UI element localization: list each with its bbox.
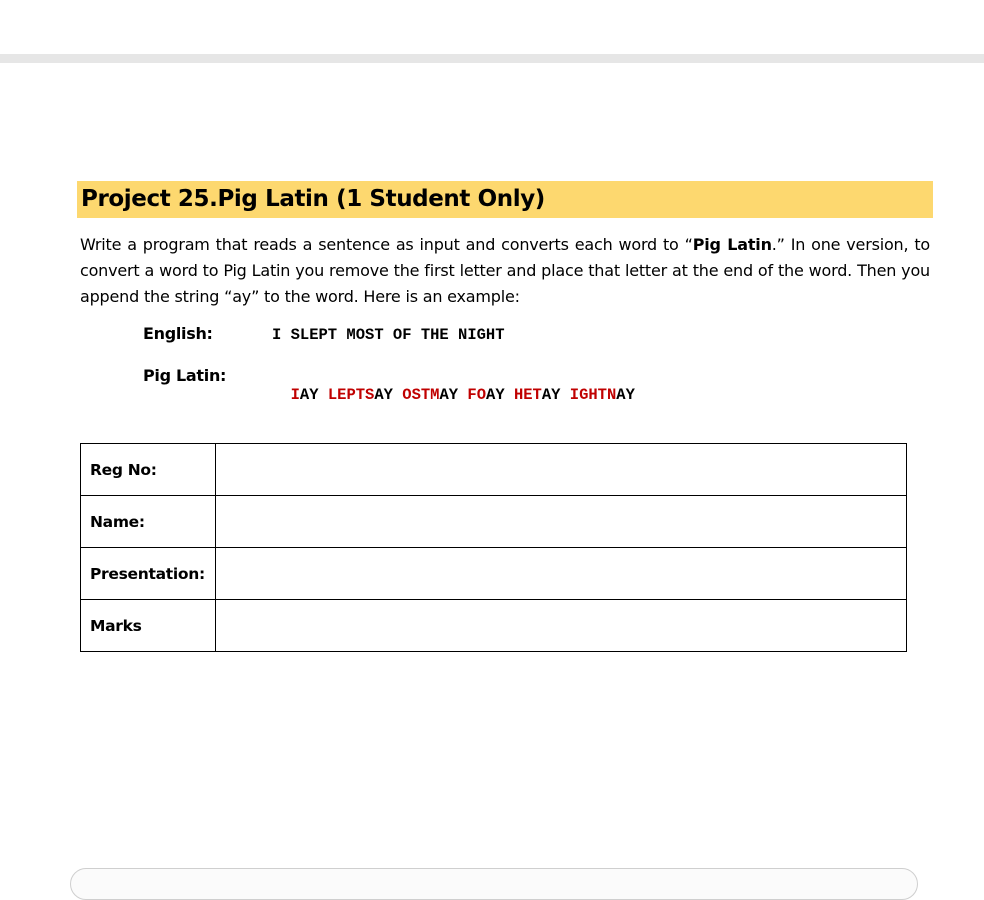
pig-word [328,386,393,404]
name-field[interactable] [216,496,907,548]
pig-word [402,386,458,404]
pig-word-suffix: AY [374,386,393,404]
table-row-reg-no [81,444,907,496]
top-divider-bar [0,54,984,63]
presentation-label: Presentation: [81,548,216,600]
presentation-field[interactable] [216,548,907,600]
english-label: English: [143,324,213,343]
project-title-band [77,181,933,218]
pig-word [467,386,504,404]
reg-no-label: Reg No: [81,444,216,496]
pig-word-suffix: AY [439,386,459,404]
pig-word-moved-part: HET [513,386,542,404]
pig-word [570,386,635,404]
pig-latin-sentence [272,368,635,404]
pig-word-moved-part: I [290,386,300,404]
pig-word-moved-part: LEPTS [327,386,375,404]
reg-no-field[interactable] [216,444,907,496]
pig-word [291,386,319,404]
table-row-marks [81,600,907,652]
pig-word [514,386,561,404]
description-part-2: .” In one version, to convert a word to Pig Latin you remove the first letter and place that letter at the end of the word. Then you append the string “ay” to the word. Here is an example: [80,235,931,306]
bottom-input-frame[interactable] [70,868,918,900]
pig-word-moved-part: FO [467,386,487,404]
pig-word-suffix: AY [541,386,561,404]
student-info-table [80,443,907,652]
table-row-name [81,496,907,548]
marks-field[interactable] [216,600,907,652]
marks-label: Marks [81,600,216,652]
pig-latin-label: Pig Latin: [143,366,227,385]
name-label: Name: [81,496,216,548]
pig-word-suffix: AY [616,386,635,404]
pig-word-suffix: AY [299,386,319,404]
pig-word-moved-part: IGHTN [569,386,617,404]
description-bold-term: Pig Latin [692,235,772,254]
english-sentence: I SLEPT MOST OF THE NIGHT [272,326,505,344]
project-description [80,232,930,310]
pig-word-suffix: AY [486,386,505,404]
pig-word-moved-part: OSTM [402,386,440,404]
description-part-1: Write a program that reads a sentence as input and converts each word to “ [80,235,693,254]
project-title: Project 25.Pig Latin (1 Student Only) [81,186,545,212]
table-row-presentation [81,548,907,600]
